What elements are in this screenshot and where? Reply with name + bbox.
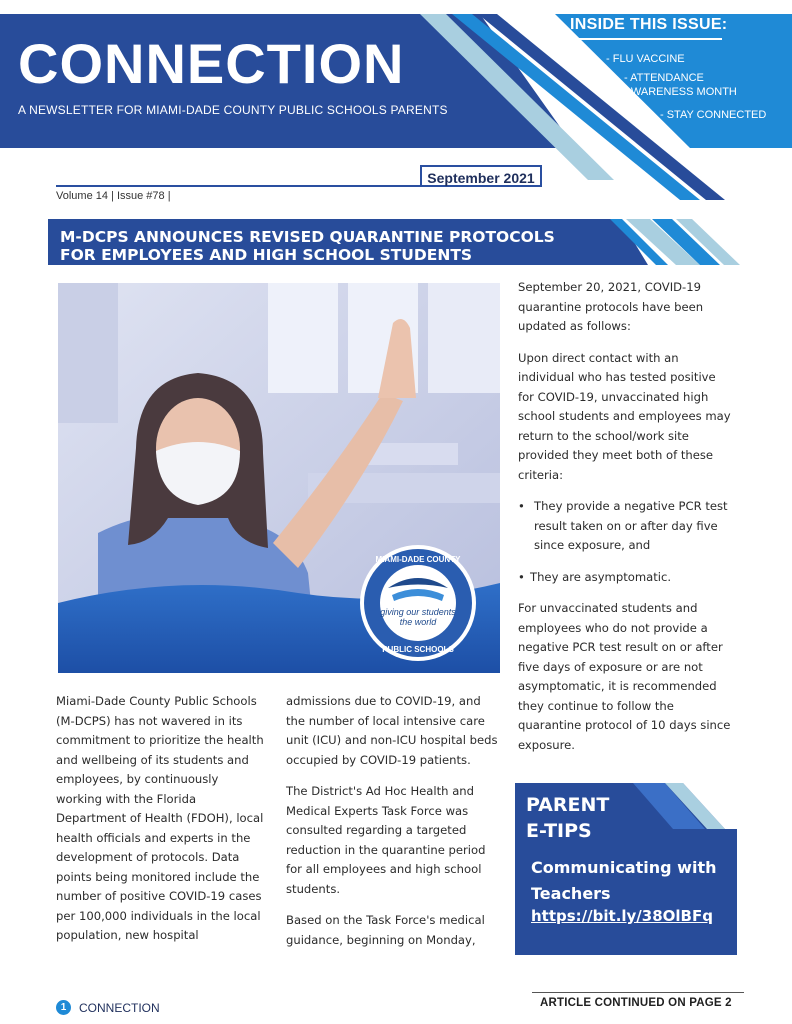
article-paragraph: September 20, 2021, COVID-19 quarantine protocols have been updated as follows: [518,280,704,333]
student-raising-hand-image [58,283,500,673]
inside-issue-divider [572,38,722,40]
bullet-marker: • [518,569,525,584]
article-continued-note: ARTICLE CONTINUED ON PAGE 2 [540,997,732,1009]
svg-text:the world: the world [399,617,437,627]
article-paragraph: admissions due to COVID-19, and the number of local intensive care unit (ICU) and non-ICU hospital beds occupied by COVID-19 patients. [286,694,498,767]
bullet-text: They are asymptomatic. [530,569,672,584]
parent-etips-title [526,792,609,844]
masthead-title: CONNECTION [18,32,405,95]
bullet-marker: • [518,499,525,513]
tips-title-line: PARENT [526,794,610,816]
tips-link[interactable]: https://bit.ly/38OlBFq [531,907,713,925]
bullet-text: They provide a negative PCR test result taken on or after day five since exposure, and [534,499,728,552]
page-number-badge: 1 [56,1000,71,1015]
tips-subtitle: Communicating with Teachers [531,858,717,903]
svg-text:PUBLIC SCHOOLS: PUBLIC SCHOOLS [382,645,454,654]
article-paragraph: Upon direct contact with an individual who has tested positive for COVID-19, unvaccinated high school students and employees may return to the school/work site provided they meet both of these criteria: [518,350,731,482]
district-seal-logo [360,545,476,661]
criteria-bullet [518,497,732,556]
headline-line: FOR EMPLOYEES AND HIGH SCHOOL STUDENTS [60,246,473,264]
issue-date: September 2021 [420,165,542,187]
criteria-bullet [518,568,732,588]
article-column-right [518,278,732,767]
headline-line: M-DCPS ANNOUNCES REVISED QUARANTINE PROTOCOLS [60,228,555,246]
article-column-left [56,692,266,958]
article-paragraph: Miami-Dade County Public Schools (M-DCPS) has not wavered in its commitment to prioritize the health and wellbeing of its students and employees, by continuously working with the Florida Department of Health (FDOH), local health officials and experts in the development of protocols. Data points being monitored include the number of positive COVID-19 cases per 100,000 individuals in the local population, new hospital [56,694,264,942]
article-paragraph: For unvaccinated students and employees who do not provide a negative PCR test result on or after five days of exposure or are not asymptomatic, it is recommended they continue to follow the quarantine protocol of 10 days since exposure. [518,601,731,752]
inside-issue-item[interactable]: - FLU VACCINE [606,53,685,65]
article-column-middle [286,692,500,962]
svg-text:giving our students: giving our students [380,607,456,617]
inside-issue-item[interactable]: - STAY CONNECTED [660,109,767,121]
masthead-tagline: A NEWSLETTER FOR MIAMI-DADE COUNTY PUBLIC SCHOOLS PARENTS [18,103,448,117]
article-paragraph: The District's Ad Hoc Health and Medical Experts Task Force was consulted regarding a targeted reduction in the quarantine period for all employees and high school students. [286,784,486,896]
footer-newsletter-name: CONNECTION [79,1001,160,1015]
article-paragraph: Based on the Task Force's medical guidance, beginning on Monday, [286,913,485,947]
article-photo [58,283,500,673]
article-headline [60,228,600,264]
footer-divider [532,992,744,993]
tips-title-line: E-TIPS [526,820,592,842]
svg-text:MIAMI-DADE COUNTY: MIAMI-DADE COUNTY [375,555,461,564]
volume-issue: Volume 14 | Issue #78 | [56,190,171,202]
date-divider [56,185,420,187]
inside-issue-title: INSIDE THIS ISSUE: [570,16,728,33]
inside-issue-item[interactable]: - ATTENDANCE AWARENESS MONTH [624,72,737,98]
